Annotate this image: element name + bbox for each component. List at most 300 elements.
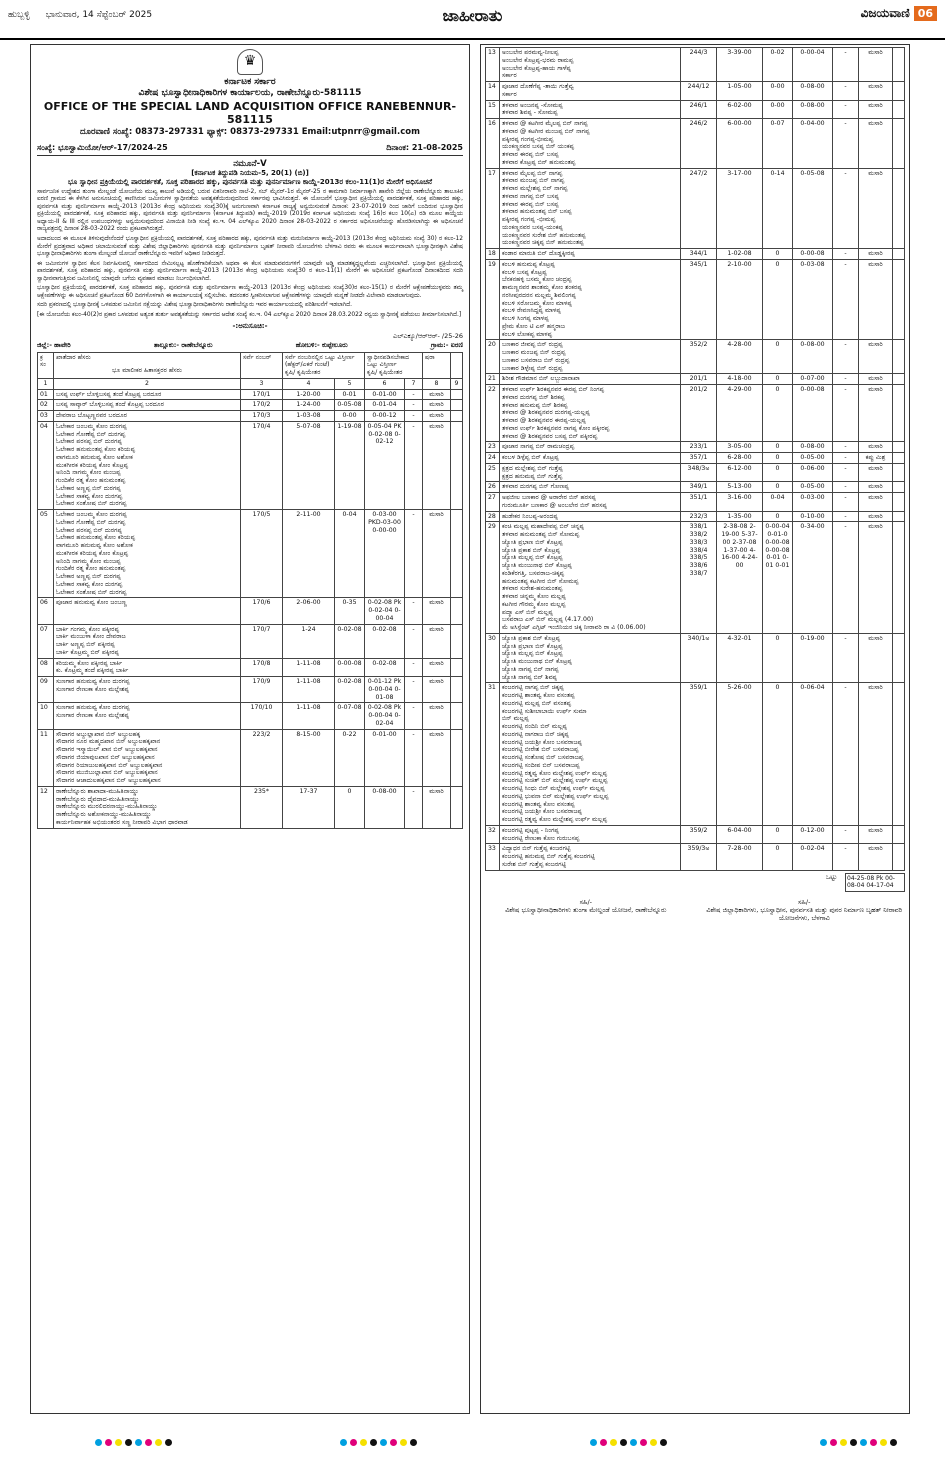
row-remark: ಮಸಾರಿ	[423, 421, 451, 509]
row-area: 6-04-00	[717, 825, 763, 844]
registration-dot	[380, 1439, 387, 1446]
row-dash: -	[833, 442, 859, 453]
row-sl: 33	[486, 844, 500, 870]
row-acquired: 0-03-00	[793, 493, 833, 512]
row-kharab: 0-00-04 0-01-0 0-00-08 0-00-08 0-01 0-01 0-01	[763, 522, 793, 634]
owner-name: ಬಣಕಾರ ಮಂಜಪ್ಪ ಬಿನ್ ರುದ್ರಪ್ಪ	[502, 349, 566, 356]
owner-name: ಓಲೇಕಾರ ಸಾಕವ್ವ ಕೋಂ ದುರಗಪ್ಪ	[56, 580, 123, 588]
notice-paragraph: ಈ ಜಮೀನುಗಳ ಸ್ವಾಧೀನ ಕೆಲಸ ನಿರ್ವಹಿಸುವಲ್ಲಿ ಸರ್ಕಾರದಿಂದ ನೇಮಿಸಲ್ಪಟ್ಟ ಹೊಣೆಗಾರಿಕೆಯಾಗಿ ಅಥವಾ ಈ ಕೆಲಸ ಮಾಡುವವರುಗಳಿಗೆ ಯಾವುದೇ ಅಡ್ಡಿ ಮಾಡತಕ್ಕದ್ದಲ್ಲವೆಂದು ಎಚ್ಚರಿಸಲಾಗಿದೆ. ಭೂಸ್ವಾಧೀನ ಪ್ರಕ್ರಿಯೆಯಲ್ಲಿ ಪಾರದರ್ಶಕತೆ, ಸೂಕ್ತ ಪರಿಹಾರದ ಹಕ್ಕು, ಪುನರ್ವಸತಿ ಮತ್ತು ಪುನರ್ನಿರ್ಮಾಣ ಕಾಯ್ದೆ-2013 (2013ರ ಕೇಂದ್ರ ಅಧಿನಿಯಮ ಸಂಖ್ಯೆ30 ರ ಕಲಂ-11(1) ಮೇರೆಗೆ ಈ ಅಧಿಸೂಚನೆ ಪ್ರಕಟಗೊಂಡ ದಿನಾಂಕದಿಂದ ಸದರಿ ಸ್ವಾಧೀನವಾಗುತ್ತಿರುವ ಜಮೀನಿನಲ್ಲಿ ಯಾವುದೇ ಬಗೆಯ ವ್ಯವಹಾರ ಮಾಡಲು ನಿರ್ಬಂಧಿಸಲಾಗಿದೆ.	[37, 260, 463, 282]
row-sl: 11	[38, 729, 54, 786]
owner-name: ಕಂಬಳಿ ಸಿಂಗಪ್ಪ ಮಾಳಪ್ಪ	[502, 315, 549, 322]
owner-name: ಅಂಬಲೇರ ಪರಮವ್ವ-ನೀಲಪ್ಪ	[502, 49, 559, 56]
row-owners	[500, 374, 681, 385]
row-acquired: 0-34-00	[793, 522, 833, 634]
owner-name: ಕಂಜರಗಟ್ಟಿ ಶಾಂತವ್ವ ಕೋಂ ವಸಂತಪ್ಪ	[502, 800, 575, 808]
table-row	[38, 510, 463, 598]
row-area: 5-26-00	[717, 683, 763, 826]
row-kharab: 0-00	[763, 100, 793, 119]
column-number: 8	[423, 378, 451, 389]
row-area: 1-02-08	[717, 249, 763, 260]
row-sl: 13	[486, 48, 500, 82]
row-acquired: 0-02-08	[365, 658, 405, 677]
row-dash: -	[405, 703, 423, 729]
row-survey: 338/1 338/2 338/3 338/4 338/5 338/6 338/7	[681, 522, 717, 634]
row-kharab: 0	[763, 463, 793, 482]
row-blank	[893, 522, 905, 634]
table-row	[38, 677, 463, 703]
owner-name: ಜ್ಯೋತಿ ಮಲ್ಲಪ್ಪ ಬಿನ್ ಕೊಟ್ರಪ್ಪ	[502, 650, 563, 658]
row-area: 6-12-00	[717, 463, 763, 482]
row-owners	[54, 421, 241, 509]
row-blank	[451, 703, 463, 729]
owner-name: ಯಂಕಣ್ಣನವರ ಚಿಕ್ಕಪ್ಪ ಬಿನ್ ಹನುಮಂತಪ್ಪ	[502, 239, 584, 247]
column-number: 7	[405, 378, 423, 389]
row-acquired: 0-08-00	[365, 786, 405, 828]
row-kharab: 0-35	[335, 598, 365, 624]
notice-paragraph: ಸದರಿ ಪ್ರಕರಣದಲ್ಲಿ ಭೂಸ್ವಾಧೀನಕ್ಕೆ ಒಳಪಡುವ ಜಮೀನಿನ ನಕ್ಷೆಯನ್ನು ವಿಶೇಷ ಭೂಸ್ವಾಧೀನಾಧಿಕಾರಿಗಳು ರಾಣೇಬೆನ್ನೂರು ಇವರ ಕಾರ್ಯಾಲಯದಲ್ಲಿ ಪರಿಶೀಲನೆಗೆ ಇಡಲಾಗಿದೆ.	[37, 302, 353, 309]
row-sl: 27	[486, 493, 500, 512]
row-remark: ಮಸಾರಿ	[859, 633, 893, 683]
owner-name: ತಳವಾರ @ ಶಿರಕಪ್ಪನವರ ದುರಗಪ್ಪ-ಯಲ್ಲಪ್ಪ	[502, 409, 590, 417]
owner-name: ಬಣಕಾರ ಜೀವಪ್ಪ ಬಿನ್ ರುದ್ರಪ್ಪ	[502, 341, 563, 349]
notice-left-column	[30, 44, 470, 1414]
owner-name: ಜ್ಯೋತಿ ನಾಗಪ್ಪ ಬಿನ್ ನಾಗಪ್ಪ	[502, 665, 559, 673]
owner-name: ಪ್ರೇಮ ಕೋಂ ಟಿ ಎಸ್ ಹನ್ಮರಾಜ	[502, 322, 566, 330]
row-kharab: 0-04	[335, 510, 365, 598]
owner-name: ಕಂಬಳಿ ಸರೋಜಮ್ಮ ಕೋಂ ಮಾಳಪ್ಪ	[502, 299, 572, 307]
table-row	[486, 48, 905, 82]
row-dash: -	[833, 633, 859, 683]
row-blank	[893, 259, 905, 340]
row-owners	[500, 511, 681, 522]
row-survey: 170/5	[241, 510, 283, 598]
owner-name: ಕಂಜರಗಟ್ಟಿ ರತ್ನವ್ವ ಕೋಂ ಮಲ್ಲೇಶಪ್ಪ ಉರ್ಫ್ ಮಲ್ಲಪ್ಪ	[502, 769, 608, 777]
row-kharab: 0-01	[335, 389, 365, 400]
registration-dot	[600, 1439, 607, 1446]
registration-dot	[115, 1439, 122, 1446]
notice-paragraph: ಅದಾದಲಂದ ಈ ಮೂಲಕ ತಿಳಿಸುವುದೇನೆಂದರೆ ಭೂಸ್ವಾಧೀನ ಪ್ರಕ್ರಿಯೆಯಲ್ಲಿ ಪಾರದರ್ಶಕತೆ, ಸೂಕ್ತ ಪರಿಹಾರದ ಹಕ್ಕು, ಪುನರ್ವಸತಿ ಮತ್ತು ಮರುನಿರ್ಮಾಣ ಕಾಯ್ದೆ-2013 (2013ರ ಕೇಂದ್ರ ಅಧಿನಿಯಮ ಸಂಖ್ಯೆ 30) ರ ಕಲಂ-12 ಮೇರೆಗೆ ಪ್ರದತ್ತವಾದ ಅಧಿಕಾರ ಚಲಾಯಿಸುವಂತೆ ಮತ್ತು ವಿಶೇಷ ಜಿಲ್ಲಾಧಿಕಾರಿಗಳು ಪುನರ್ವಸತಿ ಮತ್ತು ಪುನರ್ನಿರ್ಮಾಣ ಬೃಹತ್ ನೀರಾವರಿ ಯೋಜನೆಗಳು ಬೆಳಗಾವಿ ರವರು ಈ ಮೂಲಕ ಕಾರ್ಯವಾಲಾಗಿ ಭೂಸ್ವಾಧೀನಕ್ಕಾಗಿ ವಿಶೇಷ ಭೂಸ್ವಾಧೀನಾಧಿಕಾರಿಗಳು ತುಂಗಾ ಮೇಲ್ದಂಡೆ ಯೋಜನೆ ರಾಣೇಬೆನ್ನೂರು ಇವರಿಗೆ ಅಧಿಕಾರ ನೀಡಿರುತ್ತದೆ.	[37, 236, 463, 258]
owner-name: ಪೂಜಾರ ದೊಣೆಗೆಪ್ಪ -ತಾಯಿ ಗುತ್ತೆವ್ವ	[502, 83, 574, 90]
row-dash: -	[833, 340, 859, 374]
row-remark: ಮಸಾರಿ	[423, 658, 451, 677]
registration-dot	[155, 1439, 162, 1446]
owner-name: ತಳವಾರ ಹನುಮಂತಪ್ಪ ಬಿನ್ ಸೋಮಪ್ಪ	[502, 531, 580, 538]
column-number: 3	[241, 378, 283, 389]
owner-name: ವಿದ್ಯಾಧರ ಬಿನ್ ಗುತ್ತೆಪ್ಪ ಕಂಜರಗಟ್ಟಿ	[502, 845, 571, 853]
owner-name: ಸೌದಾಗರ ಮುಜಿಬುಲ್ಲಾಖಾನ ಬಿನ್ ಅಬ್ದುಲಹಕ್ಕಖಾನ	[56, 769, 158, 777]
owner-name: ಕಂಜರಗಟ್ಟಿ ಸುಶೀಲಾಬಾಯಿ ಉರ್ಫ್ ಸುಮಾ	[502, 707, 587, 715]
owner-name: ಕಂಜರಗಟ್ಟಿ ಬೀರೇಶ ಬಿನ್ ಬಸವರಾಜಪ್ಪ	[502, 746, 579, 754]
row-owners	[500, 442, 681, 453]
table-row	[38, 729, 463, 786]
row-kharab: 0	[763, 482, 793, 493]
act-title: ಭೂ ಸ್ವಾಧೀನ ಪ್ರಕ್ರಿಯೆಯಲ್ಲಿ ಪಾರದರ್ಶಕತೆ, ಸೂಕ್ತ ಪರಿಹಾರದ ಹಕ್ಕು, ಪುನರ್ವಸತಿ ಮತ್ತು ಪುನರ್ನಿರ್ಮಾಣ ಕಾಯ್ದೆ-2013ರ ಕಲಂ-11(1)ರ ಮೇರೆಗೆ ಅಧಿಸೂಚನೆ	[67, 178, 433, 186]
owner-name: ಸುಣಗಾರ ಹನುಮವ್ವ ಕೋಂ ದುರಗಪ್ಪ	[56, 704, 130, 712]
row-acquired: 0-05-00	[793, 482, 833, 493]
registration-dot	[125, 1439, 132, 1446]
notice-paragraphs	[37, 189, 463, 320]
row-blank	[451, 389, 463, 400]
table-row	[486, 82, 905, 101]
row-owners	[54, 510, 241, 598]
row-remark: ಮಸಾರಿ	[423, 703, 451, 729]
row-blank	[893, 374, 905, 385]
row-kharab: 0-00-08	[335, 658, 365, 677]
owner-name: ತಳವಾರ @ ಕಟಗೀರ ಮಂಜಪ್ಪ ಬಿನ್ ನಾಗಪ್ಪ	[502, 127, 590, 135]
row-acquired: 0-02-04	[793, 844, 833, 870]
row-blank	[893, 493, 905, 512]
table-row	[38, 624, 463, 658]
row-remark: ಮಸಾರಿ	[859, 683, 893, 826]
row-survey: 247/2	[681, 168, 717, 249]
total-value: 04-25-08 Pk 00-08-04 04-17-04	[845, 873, 905, 892]
row-remark: ಮಸಾರಿ	[859, 48, 893, 82]
masthead	[0, 0, 945, 40]
table-row	[486, 482, 905, 493]
cmyk-marks-center-left	[340, 1439, 417, 1446]
row-owners	[54, 598, 241, 624]
table-row	[486, 463, 905, 482]
row-dash: -	[833, 249, 859, 260]
total-label: ಒಟ್ಟು	[825, 872, 837, 881]
row-remark: ಮಸಾರಿ	[859, 168, 893, 249]
row-area: 1-20-00	[283, 389, 335, 400]
registration-dot	[105, 1439, 112, 1446]
owner-name: ತಳವಾರ ಹನುಮಪ್ಪ ಬಿನ್ ಶಿರಕಪ್ಪ	[502, 401, 568, 409]
row-area: 4-32-01	[717, 633, 763, 683]
row-sl: 10	[38, 703, 54, 729]
row-dash: -	[405, 677, 423, 703]
owner-name: ತಳವಾರ ಶಿವಪ್ಪ - ಸೋಮಪ್ಪ	[502, 109, 558, 117]
owner-name: ಗುರುಮೂರ್ತಿ ಬಣಕಾರ @ ಅಂಬಲೇರ ಬಿನ್ ಹರಸಪ್ಪ	[502, 501, 607, 509]
row-survey: 170/8	[241, 658, 283, 677]
row-kharab: 0	[763, 259, 793, 340]
owner-name: ಓಲೇಕಾರ ಅಣ್ಣಪ್ಪ ಬಿನ್ ದುರಗಪ್ಪ	[56, 484, 121, 492]
row-acquired: 0-03-00 PKD-03-00 0-00-00	[365, 510, 405, 598]
owner-name: ದೇವರಾಜ ಬೊಟ್ಟಣ್ಣನವರ ಬರದೂರ	[56, 412, 128, 419]
row-remark: ಕಪ್ಪು ಮಿಶ್ರ	[859, 453, 893, 464]
row-remark: ಮಸಾರಿ	[423, 624, 451, 658]
row-remark: ಮಸಾರಿ	[423, 510, 451, 598]
row-remark: ಮಸಾರಿ	[423, 389, 451, 400]
owner-name: ಜ್ಯೋತಿ ಮಲ್ಲಪ್ಪ ಬಿನ್ ಕೊಟ್ರಪ್ಪ	[502, 554, 563, 562]
owner-name: ತಳವಾರ ಈರಪ್ಪ ಬಿನ್ ಬಸಪ್ಪ	[502, 200, 559, 208]
row-survey: 244/3	[681, 48, 717, 82]
row-owners	[500, 683, 681, 826]
table-row	[486, 493, 905, 512]
row-blank	[451, 510, 463, 598]
hdr-sl: ಕ್ರ ಸಂ	[38, 352, 54, 378]
registration-dot	[890, 1439, 897, 1446]
row-blank	[451, 658, 463, 677]
owner-name: ಕಾರ್ಯನಿರ್ವಾಹಕ ಅಭಿಯಂತರರ ಸಣ್ಣ ನೀರಾವರಿ ವಿಭಾಗ ಧಾರವಾಡ	[56, 818, 188, 826]
hdr-acq	[365, 352, 423, 378]
paper-name: ವಿಜಯವಾಣಿ	[860, 6, 910, 20]
table-row	[38, 411, 463, 422]
row-acquired: 0-19-00	[793, 633, 833, 683]
owner-name: ಸೌದಾಗರ ನೂರ ಮಹ್ಮದಖಾನ ಬಿನ್ ಅಬ್ದುಲಹಕ್ಕಖಾನ	[56, 738, 161, 746]
notice-paragraph: [ಈ ಯೋಜನೆಯ ಕಲಂ-40(2)ರ ಪ್ರಕಾರ ಒಳಪಡುವ ಅತ್ಯಂತ ತುರ್ತು ಅವಶ್ಯಕತೆಯನ್ನು ಸರ್ಕಾರದ ಆದೇಶ ಸಂಖ್ಯೆ ಕಂ.ಇ. 04 ಎಲ್‌ಕ್ಯೂಎ 2020 ದಿನಾಂಕ 28.03.2022 ರನ್ವಯ ಸ್ವಾಧೀನಕ್ಕೆ ಪಡೆಯಲು ತೀರ್ಮಾನಿಸಲಾಗಿದೆ.]	[37, 311, 462, 318]
owner-name: ಕಂಬಳಿ ಲೋಕಪ್ಪ ಮಾಳಪ್ಪ	[502, 330, 553, 338]
row-kharab: 0	[763, 683, 793, 826]
table-row	[486, 683, 905, 826]
owner-name: ಗುಂದಿಕೆರ ರತ್ನ ಕೋಂ ಹನುಮಂತಪ್ಪ	[56, 565, 126, 573]
registration-dot	[145, 1439, 152, 1446]
row-sl: 05	[38, 510, 54, 598]
row-acquired: 0-01-00	[365, 389, 405, 400]
table-row	[486, 511, 905, 522]
row-survey: 359/2	[681, 825, 717, 844]
owner-name: ಜ್ಯೋತಿ ಮಂಜುನಾಥ ಬಿನ್ ಕೊಟ್ರಪ್ಪ	[502, 562, 572, 569]
row-sl: 02	[38, 400, 54, 411]
row-remark: ಮಸಾರಿ	[859, 522, 893, 634]
row-owners	[54, 389, 241, 400]
row-acquired: 0-03-08	[793, 259, 833, 340]
owner-name: ಬಣಕಾರ ಡಿಳ್ಳೇಪ್ಪ ಬಿನ್ ರುದ್ರಪ್ಪ	[502, 364, 563, 372]
row-remark: ಮಸಾರಿ	[859, 442, 893, 453]
row-acquired: 0-01-00	[365, 729, 405, 786]
owner-name: ಕಂಬಳಿ ರೇವಣಸಿದ್ದಪ್ಪ ಮಾಳಪ್ಪ	[502, 307, 561, 315]
row-area: 1-11-08	[283, 703, 335, 729]
owner-name: ತಳವಾರ ದುರಗಪ್ಪ ಬಿನ್ ಶಿರಕಪ್ಪ	[502, 393, 565, 401]
owner-name: ಕ್ಷತ್ರದ ಹನುಮಪ್ಪ ಬಿನ್ ಗುತ್ತೆಪ್ಪ	[502, 472, 563, 480]
office-kn: ವಿಶೇಷ ಭೂಸ್ವಾಧೀನಾಧಿಕಾರಿಗಳ ಕಾರ್ಯಾಲಯ, ರಾಣೇಬೆನ್ನೂರು-581115	[138, 88, 362, 99]
row-sl: 21	[486, 374, 500, 385]
row-remark: ಮಸಾರಿ	[423, 786, 451, 828]
row-kharab: 0	[763, 453, 793, 464]
row-acquired: 0-12-00	[793, 825, 833, 844]
row-dash: -	[833, 482, 859, 493]
row-dash: -	[833, 463, 859, 482]
row-owners	[500, 48, 681, 82]
owner-name: ಬಾರ್ಕಿ ಮಂಜುಳಾ ಕೋಂ ದೇವರಾಜ	[56, 633, 126, 641]
table-body-right	[486, 48, 905, 871]
table-row	[486, 168, 905, 249]
row-survey: 223/2	[241, 729, 283, 786]
owner-name: ತಳವಾರ @ ಕಟಗೀರ ಮೈಲಪ್ಪ ಬಿನ್ ನಾಗಪ್ಪ	[502, 120, 588, 127]
row-owners	[500, 168, 681, 249]
registration-dot	[840, 1439, 847, 1446]
row-owners	[500, 100, 681, 119]
owner-name: ತಳವಾರ ಉರ್ಫ್ ಶಿರಕಪ್ಪನವರ ನಾಗಪ್ಪ ಕೋಂ ಪಕ್ಕೀರಪ್ಪ	[502, 424, 610, 432]
row-sl: 17	[486, 168, 500, 249]
owner-name: ಸೌದಾಗರ ಜಿಯಾವುಲಖಾನ ಬಿನ್ ಅಬ್ದುಲಹಕ್ಕಖಾನ	[56, 753, 155, 761]
owner-name: ಕಂಜರಗಟ್ಟಿ ನಾಗಪ್ಪ ಬಿನ್ ಚಿಕ್ಕಪ್ಪ	[502, 684, 564, 692]
table-row	[38, 389, 463, 400]
table-body-left	[38, 389, 463, 828]
row-dash: -	[833, 844, 859, 870]
owner-name: ಕಂಜರಗಟ್ಟಿ ಹನುಮಪ್ಪ ಬಿನ್ ಗುತ್ತೆಪ್ಪ ಕಂಜರಗಟ್ಟಿ	[502, 853, 595, 860]
row-blank	[451, 624, 463, 658]
row-owners	[54, 703, 241, 729]
row-survey: 349/1	[681, 482, 717, 493]
row-sl: 26	[486, 482, 500, 493]
table-row	[486, 259, 905, 340]
row-kharab: 0	[763, 511, 793, 522]
row-dash: -	[833, 48, 859, 82]
row-blank	[893, 482, 905, 493]
row-sl: 12	[38, 786, 54, 828]
row-acquired: 0-05-00	[793, 453, 833, 464]
row-blank	[893, 511, 905, 522]
row-kharab: 0	[763, 385, 793, 442]
row-sl: 06	[38, 598, 54, 624]
registration-dot	[650, 1439, 657, 1446]
row-area: 4-18-00	[717, 374, 763, 385]
table-row	[486, 100, 905, 119]
signature-right	[703, 898, 905, 922]
row-sl: 20	[486, 340, 500, 374]
row-owners	[500, 259, 681, 340]
row-owners	[500, 482, 681, 493]
row-remark: ಮಸಾರಿ	[859, 340, 893, 374]
row-remark: ಮಸಾರಿ	[859, 374, 893, 385]
row-blank	[893, 633, 905, 683]
row-survey: 348/3ಅ	[681, 463, 717, 482]
schedule-table-right	[485, 47, 905, 871]
owner-name: ರಾಣೇಬೆನ್ನೂರು ದೈವದಾದ-ಮುಹಿತಿನಾಯ್ಡು	[56, 795, 140, 803]
notice-date: ದಿನಾಂಕ: 21-08-2025	[386, 142, 463, 152]
table-row	[38, 421, 463, 509]
row-acquired: 0-00-08	[793, 385, 833, 442]
owner-name: ಕಂಡಿಕೆರಗತ್ತಿ, ಬಸವರಾಜ-ಚಿಕ್ಕಪ್ಪ	[502, 569, 565, 577]
owner-name: ತಳವಾರ ಸುರೇಶ-ಹನುಮಂತಪ್ಪ	[502, 585, 563, 593]
row-remark: ಮಸಾರಿ	[423, 411, 451, 422]
row-blank	[893, 385, 905, 442]
row-owners	[500, 844, 681, 870]
row-kharab: 0	[763, 844, 793, 870]
registration-dot	[165, 1439, 172, 1446]
schedule-title: -:ಅನುಸೂಚಿ:-	[232, 321, 268, 330]
row-blank	[451, 729, 463, 786]
location-row	[37, 341, 463, 349]
owner-name: ತಳವಾರ ಕೊಟ್ರಪ್ಪ ಬಿನ್ ಹನುಮಂತಪ್ಪ	[502, 158, 576, 166]
row-owners	[54, 677, 241, 703]
table-row	[486, 374, 905, 385]
row-dash: -	[405, 786, 423, 828]
masthead-right	[861, 6, 937, 21]
owner-name: ಸೌದಾಗರ ಆಜಾದುಲಹಕ್ಕಖಾನ ಬಿನ್ ಅಬ್ದುಲಹಕ್ಕಖಾನ	[56, 777, 161, 784]
row-sl: 15	[486, 100, 500, 119]
total-row	[485, 873, 905, 892]
owner-name: ಓಲೇಕಾರ ಪರಸಪ್ಪ ಬಿನ್ ದುರಗಪ್ಪ	[56, 526, 122, 534]
row-survey: 345/1	[681, 259, 717, 340]
row-dash: -	[833, 82, 859, 101]
row-area: 6-00-00	[717, 119, 763, 169]
owner-name: ಓಲೇಕಾರ ಹನುಮಂತಪ್ಪ ಕೋಂ ಕರಿಯಪ್ಪ	[56, 534, 136, 542]
row-survey: 244/12	[681, 82, 717, 101]
row-area: 2-11-00	[283, 510, 335, 598]
owner-name: ಕಂಚಿ ಮಲ್ಲಪ್ಪ ಮಹಾದೇವಪ್ಪ ಬಿನ್ ಚನ್ನಪ್ಪ	[502, 523, 584, 531]
row-kharab: 0	[763, 633, 793, 683]
owner-name: ತಳವಾರ ಮಲ್ಲೇಶಪ್ಪ ಬಿನ್ ನಾಗಪ್ಪ	[502, 185, 568, 192]
owner-name: ತಳವಾರ ಅಂಜನಪ್ಪ -ಸೋಮಪ್ಪ	[502, 101, 563, 109]
row-remark: ಮಸಾರಿ	[859, 511, 893, 522]
table-row	[486, 442, 905, 453]
hdr-cult-a: ಕೃಷಿ/ ಕೃಷಿಯೇತರ	[285, 369, 321, 376]
row-area: 5-07-08	[283, 421, 335, 509]
row-sl: 22	[486, 385, 500, 442]
row-blank	[451, 400, 463, 411]
owner-name: ತಳವಾರ ಮಂಜಪ್ಪ ಬಿನ್ ನಾಗಪ್ಪ	[502, 177, 565, 185]
row-remark: ಮಸಾರಿ	[859, 249, 893, 260]
row-blank	[451, 677, 463, 703]
row-remark: ಮಸಾರಿ	[859, 119, 893, 169]
row-acquired: 0-00-12	[365, 411, 405, 422]
row-blank	[893, 442, 905, 453]
row-kharab: 0-02-08	[335, 677, 365, 703]
owner-name: ಅಂಬಲೇರ ಕೊಟ್ರಪ್ಪ-ಭರಮ ರಾಮಪ್ಪ	[502, 56, 574, 64]
row-remark: ಮಸಾರಿ	[859, 82, 893, 101]
hdr-blank	[451, 352, 463, 378]
row-survey: 233/1	[681, 442, 717, 453]
row-owners	[500, 340, 681, 374]
owner-name: ಮುಕಗೀರಕ ಕರಿಯಪ್ಪ ಕೋಂ ಕೊಟ್ರಪ್ಪ	[56, 461, 129, 469]
notice-paragraph: ಭೂಸ್ವಾಧೀನ ಪ್ರಕ್ರಿಯೆಯಲ್ಲಿ ಪಾರದರ್ಶಕತೆ, ಸೂಕ್ತ ಪರಿಹಾರದ ಹಕ್ಕು, ಪುನರ್ವಸತಿ ಮತ್ತು ಪುನರ್ನಿರ್ಮಾಣ ಕಾಯ್ದೆ-2013 (2013ರ ಕೇಂದ್ರ ಅಧಿನಿಯಮ ಸಂಖ್ಯೆ30)ರ ಕಲಂ-15(1) ರ ಮೇರೆಗೆ ಆಕ್ಷೇಪಣೆಯುಳ್ಳವರು ತಮ್ಮ ಆಕ್ಷೇಪಣೆಗಳನ್ನು ಈ ಅಧಿಸೂಚನೆ ಪ್ರಕಟಗೊಂಡ 60 ದಿನಗಳೊಳಗಾಗಿ ಈ ಕಾರ್ಯಾಲಯಕ್ಕೆ ಸಲ್ಲಿಸಬೇಕು. ತದನಂತರ ಸ್ವೀಕರಿಸಲಾಗುವ ಆಕ್ಷೇಪಣೆಗಳನ್ನು ಯಾವುದೇ ಮನ್ನಣೆ ನೀಡದೇ ವಿಲೇವಾರಿ ಮಾಡಲಾಗುವುದು.	[37, 285, 463, 299]
row-blank	[893, 168, 905, 249]
row-dash: -	[405, 598, 423, 624]
owner-name: ಕಂಜರಗಟ್ಟಿ ಸಂದೀಪ ಬಿನ್ ಬಸವರಾಜಪ್ಪ	[502, 761, 580, 769]
schedule-table-left	[37, 352, 463, 829]
place: ಹುಬ್ಬಳ್ಳಿ	[8, 10, 30, 20]
row-acquired: 0-02-08 Pk 0-00-04 0-02-04	[365, 703, 405, 729]
owner-name: ಕಂಜರಗಟ್ಟಿ ನಂದಿನಿ ಬಿನ್ ಮಲ್ಲಪ್ಪ	[502, 723, 567, 730]
owner-name: ಜ್ಯೋತಿ ನಾಗಪ್ಪ ಬಿನ್ ಶಿವಪ್ಪ	[502, 673, 557, 681]
row-sl: 19	[486, 259, 500, 340]
row-acquired: 0-06-04	[793, 683, 833, 826]
village: ಗ್ರಾಮ:- ಐರಣಿ	[430, 341, 463, 350]
row-area: 1-03-08	[283, 411, 335, 422]
row-sl: 18	[486, 249, 500, 260]
rule-ref: [ಕರ್ನಾಟಕ ತಿದ್ದುಪಡಿ ನಿಯಮ-5, 20(1) (ಬಿ)]	[191, 169, 309, 178]
registration-dot	[340, 1439, 347, 1446]
row-area: 2-10-00	[717, 259, 763, 340]
row-kharab: 0-05-08	[335, 400, 365, 411]
row-sl: 25	[486, 463, 500, 482]
registration-dot	[630, 1439, 637, 1446]
issue-date: ಭಾನುವಾರ, 14 ಸೆಪ್ಟೆಂಬರ್ 2025	[45, 10, 153, 20]
row-blank	[451, 421, 463, 509]
row-sl: 08	[38, 658, 54, 677]
row-survey: 170/2	[241, 400, 283, 411]
hdr-owner	[54, 352, 241, 378]
row-survey: 246/1	[681, 100, 717, 119]
column-number: 9	[451, 378, 463, 389]
row-acquired: 0-10-00	[793, 511, 833, 522]
row-survey: 359/1	[681, 683, 717, 826]
row-sl: 30	[486, 633, 500, 683]
row-sl: 07	[38, 624, 54, 658]
owner-name: ಶಿರೀಶ ಗೌಡಮಾನ ಬಿನ್ ಲಬ್ಬುದಾನಾಖಾ	[502, 375, 580, 383]
owner-name: ಕಂಬಳಿ ಬಸಪ್ಪ ಕೊಟ್ರಪ್ಪ	[502, 268, 547, 276]
row-remark: ಮಸಾರಿ	[859, 825, 893, 844]
table-row	[38, 400, 463, 411]
registration-dot	[135, 1439, 142, 1446]
row-owners	[500, 493, 681, 512]
district: ಜಿಲ್ಲೆ:- ಹಾವೇರಿ	[37, 341, 71, 350]
row-remark: ಮಸಾರಿ	[859, 259, 893, 340]
row-survey: 235*	[241, 786, 283, 828]
owner-name: ಸರ್ಕಾರ	[502, 72, 517, 80]
row-sl: 29	[486, 522, 500, 634]
ref-number: ಸಂಖ್ಯೆ: ಭೂಸ್ವಾಮಿಯೋ/ಆರ್-17/2024-25	[37, 142, 168, 152]
row-area: 17-37	[283, 786, 335, 828]
owner-name: ಜ್ಯೋತಿ ಪ್ರಭಾಣ ಬಿನ್ ಕೊಟ್ರಪ್ಪ	[502, 538, 563, 546]
row-dash: -	[405, 421, 423, 509]
row-kharab: 0	[763, 825, 793, 844]
owner-name: ಕಂಜರಗಟ್ಟಿ ರೇಣುಕಾ ಕೋಂ ಗುರುಬಸಪ್ಪ	[502, 834, 580, 842]
row-dash: -	[833, 683, 859, 826]
